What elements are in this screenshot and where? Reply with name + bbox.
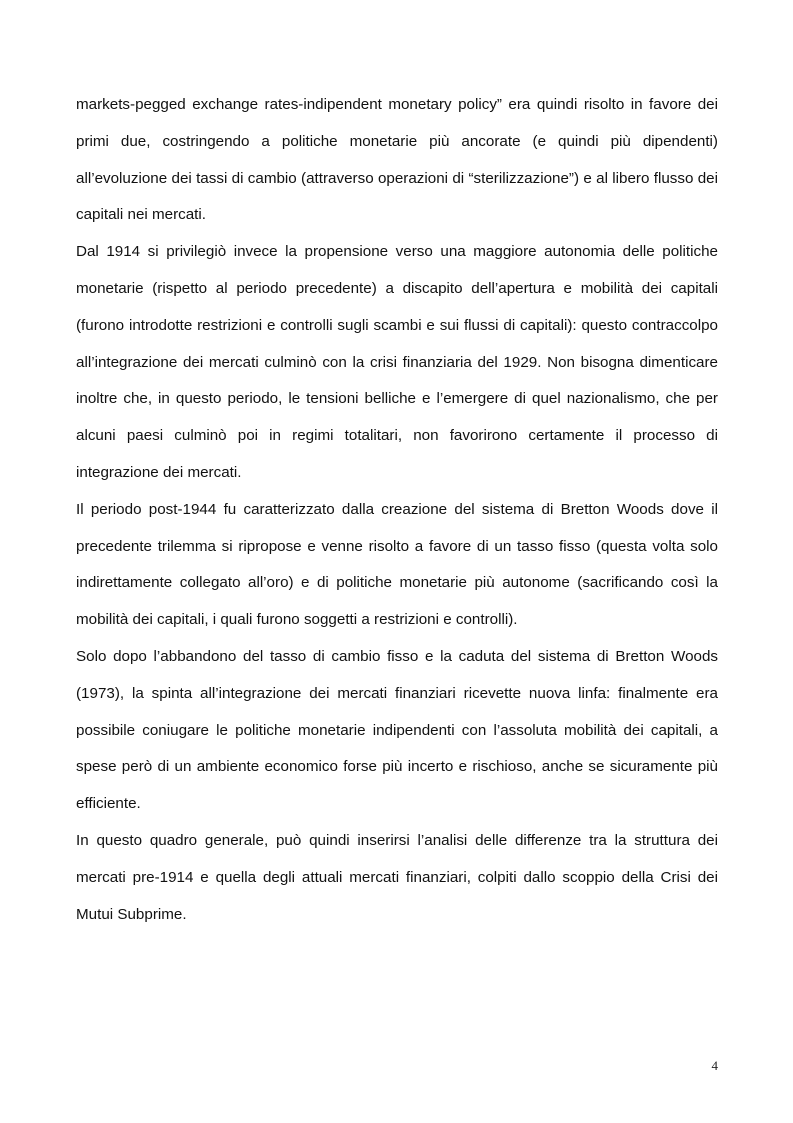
- paragraph-bretton-woods: Il periodo post-1944 fu caratterizzato dalla creazione del sistema di Bretton Woods dove il precedente trilemma si ripropose e venne risolto a favore di un tasso fisso (questa volta solo indirettamente collegato all’oro) e di politiche monetarie più autonome (sacrificando così la mobilità dei capitali, i quali furono soggetti a restrizioni e controlli).: [76, 500, 718, 629]
- paragraph-trilemma-resolution: markets-pegged exchange rates-indipendent monetary policy” era quindi risolto in favore dei primi due, costringendo a politiche monetarie più ancorate (e quindi più dipendenti) all’evoluzione dei tassi di cambio (attraverso operazioni di “sterilizzazione”) e al libero flusso dei capitali nei mercati.: [76, 96, 718, 224]
- paragraph-post-1914: Dal 1914 si privilegiò invece la propensione verso una maggiore autonomia delle politiche monetarie (rispetto al periodo precedente) a discapito dell’apertura e mobilità dei capitali (furono introdotte restrizioni e controlli sugli scambi e sui flussi di capitali): questo contraccolpo all’integrazione dei mercati culminò con la crisi finanziaria del 1929. Non bisogna dimenticare inoltre che, in questo periodo, le tensioni belliche e l’emergere di quel nazionalismo, che per alcuni paesi culminò poi in regimi totalitari, non favorirono certamente il processo di integrazione dei mercati.: [76, 243, 718, 481]
- paragraph-after-1973: Solo dopo l’abbandono del tasso di cambio fisso e la caduta del sistema di Bretton Woods (1973), la spinta all’integrazione dei mercati finanziari ricevette nuova linfa: finalmente era possibile coniugare le politiche monetarie indipendenti con l’assoluta mobilità dei capitali, a spese però di un ambiente economico forse più incerto e rischioso, anche se sicuramente più efficiente.: [76, 647, 718, 813]
- body-text: [76, 87, 718, 933]
- paragraph-conclusion: In questo quadro generale, può quindi inserirsi l’analisi delle differenze tra la struttura dei mercati pre-1914 e quella degli attuali mercati finanziari, colpiti dallo scoppio della Crisi dei Mutui Subprime.: [76, 831, 718, 923]
- page-number: 4: [711, 1058, 718, 1073]
